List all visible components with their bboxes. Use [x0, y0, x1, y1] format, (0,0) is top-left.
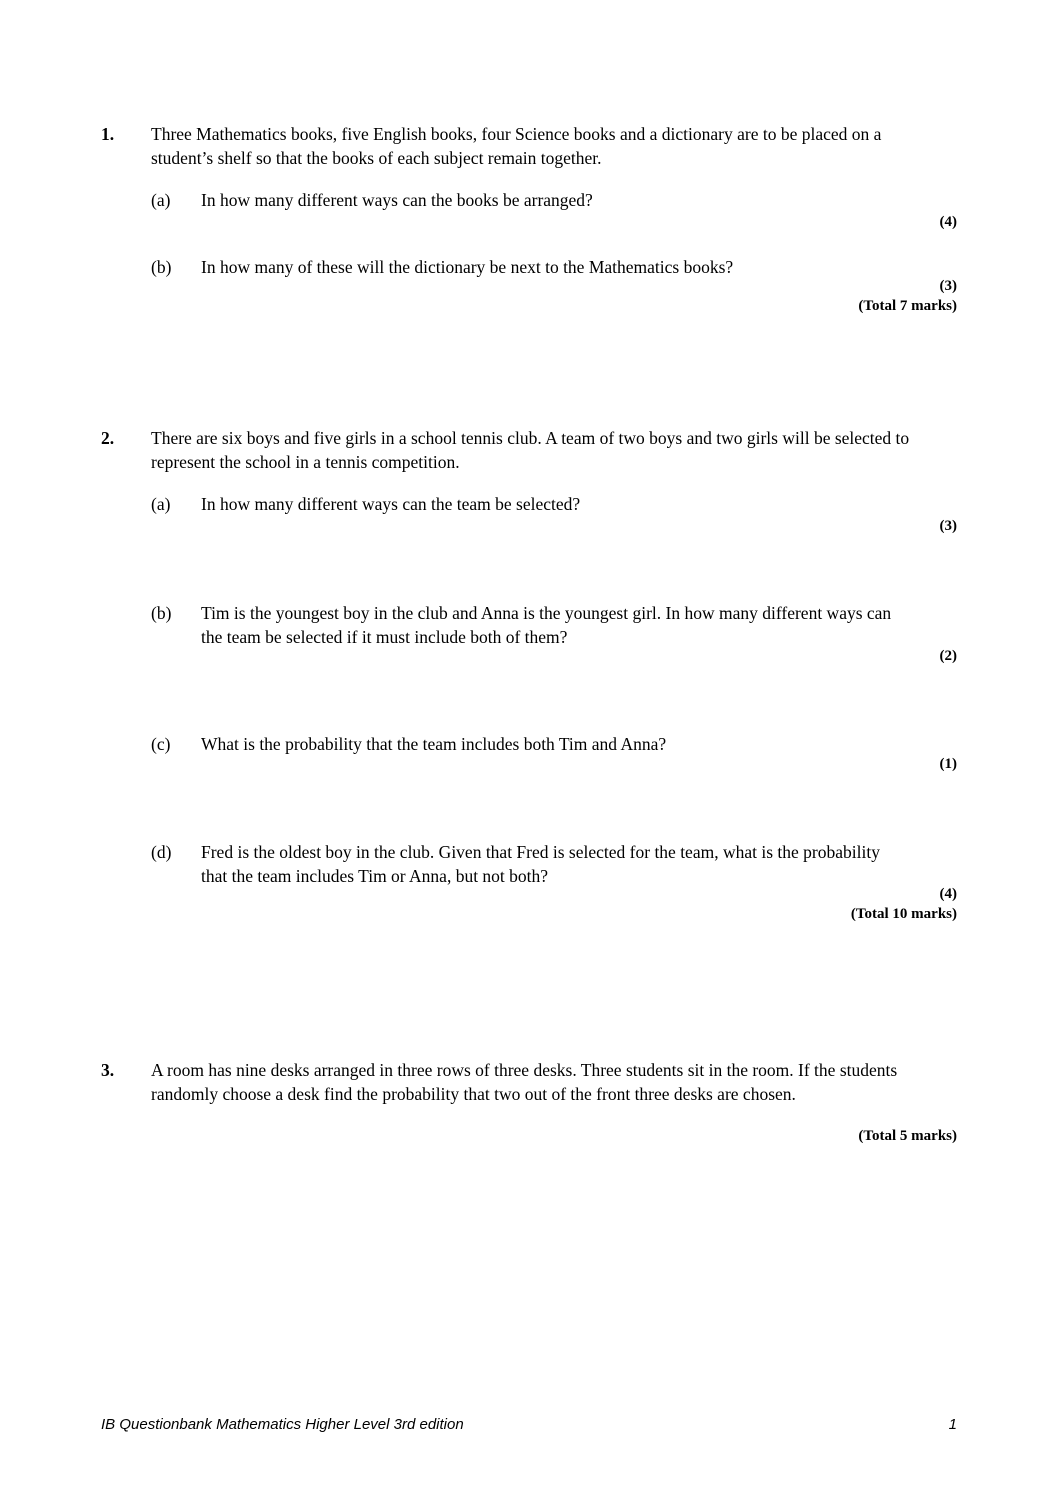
question-3-text: A room has nine desks arranged in three rows of three desks. Three students sit in the room. If the students randomly choose a desk find the probability that two out of the front three desks are chosen.	[151, 1060, 898, 1104]
question-2a-marks: (3)	[939, 518, 957, 534]
question-2a-label: (a)	[151, 494, 171, 514]
question-1a-text: In how many different ways can the books be arranged?	[201, 190, 593, 210]
question-2d-text: Fred is the oldest boy in the club. Given that Fred is selected for the team, what is the probability that the team includes Tim or Anna, but not both?	[201, 842, 880, 886]
question-1b-marks: (3)	[939, 278, 957, 294]
question-3-number: 3.	[101, 1060, 115, 1080]
question-1b-text: In how many of these will the dictionary be next to the Mathematics books?	[201, 257, 734, 277]
question-2b-marks: (2)	[939, 648, 957, 664]
question-2b-label: (b)	[151, 603, 172, 623]
question-3-total: (Total 5 marks)	[858, 1128, 957, 1144]
question-2c-text: What is the probability that the team includes both Tim and Anna?	[201, 734, 667, 754]
question-1b-label: (b)	[151, 257, 172, 277]
question-1-text: Three Mathematics books, five English books, four Science books and a dictionary are to be placed on a student’s shelf so that the books of each subject remain together.	[151, 124, 882, 168]
page-number: 1	[948, 1416, 957, 1433]
question-2c-marks: (1)	[939, 756, 957, 772]
footer-title: IB Questionbank Mathematics Higher Level 3rd edition	[101, 1416, 464, 1433]
question-2-number: 2.	[101, 428, 115, 448]
question-2a-text: In how many different ways can the team be selected?	[201, 494, 581, 514]
question-2b-text: Tim is the youngest boy in the club and Anna is the youngest girl. In how many different ways can the team be selected if it must include both of them?	[201, 603, 892, 647]
question-2-text: There are six boys and five girls in a school tennis club. A team of two boys and two girls will be selected to represent the school in a tennis competition.	[151, 428, 910, 472]
question-2d-label: (d)	[151, 842, 172, 862]
question-1a-label: (a)	[151, 190, 171, 210]
question-2-total: (Total 10 marks)	[850, 906, 957, 922]
question-1-number: 1.	[101, 124, 115, 144]
question-2d-marks: (4)	[939, 886, 957, 902]
question-2c-label: (c)	[151, 734, 171, 754]
question-1-total: (Total 7 marks)	[858, 298, 957, 314]
question-1a-marks: (4)	[939, 214, 957, 230]
